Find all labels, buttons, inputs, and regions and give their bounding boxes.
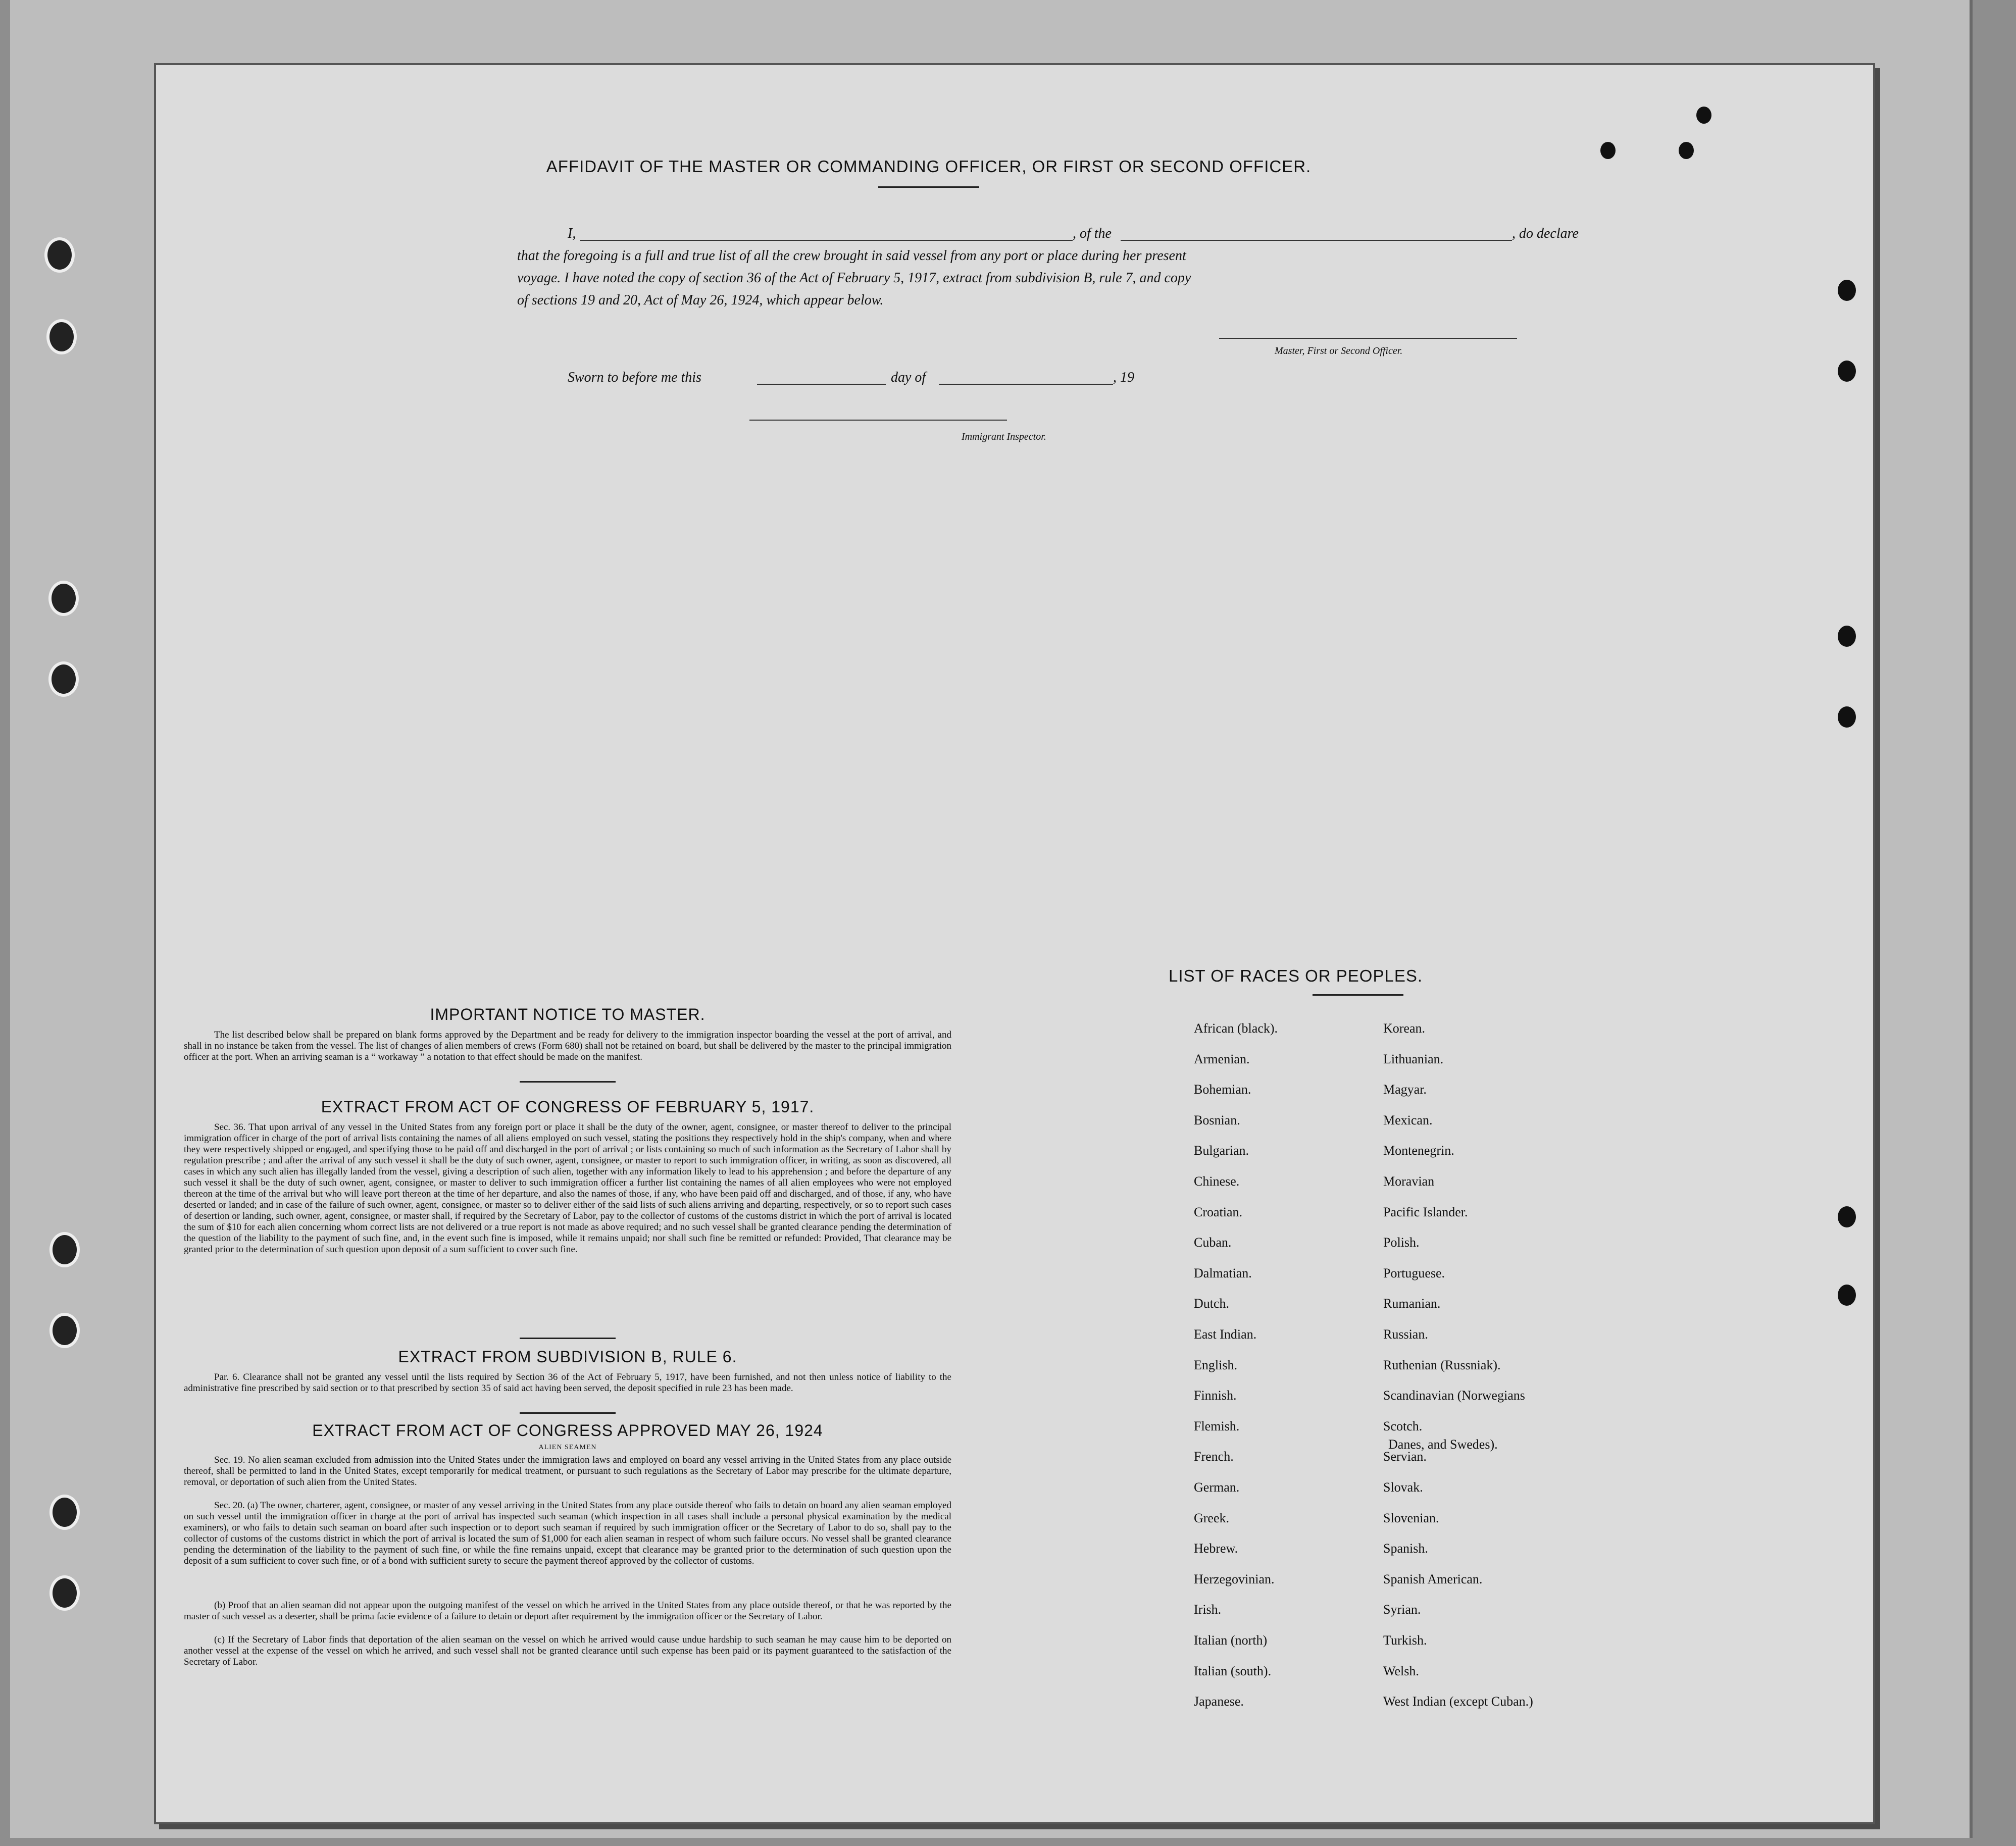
affidavit-line-2: that the foregoing is a full and true list of all the crew brought in said vessel from any port or place during her present [517, 248, 1186, 264]
year-label: , 19 [1113, 370, 1134, 385]
notice-title: IMPORTANT NOTICE TO MASTER. [430, 1005, 705, 1023]
race-item: Hebrew. [1194, 1541, 1238, 1556]
race-item: West Indian (except Cuban.) [1383, 1694, 1533, 1709]
extract-1924-title: EXTRACT FROM ACT OF CONGRESS APPROVED MAY 26, 1924 [312, 1421, 823, 1440]
race-item: Mexican. [1383, 1113, 1433, 1127]
race-item: Bosnian. [1194, 1113, 1240, 1127]
binder-hole [49, 1313, 80, 1348]
divider [520, 1338, 616, 1339]
binder-hole [49, 1495, 80, 1530]
race-item: Japanese. [1194, 1694, 1244, 1709]
race-item: Welsh. [1383, 1664, 1419, 1678]
master-caption: Master, First or Second Officer. [1275, 345, 1403, 356]
binder-hole [49, 1232, 80, 1267]
race-item: Finnish. [1194, 1388, 1237, 1403]
race-item: Polish. [1383, 1235, 1420, 1250]
race-item: Chinese. [1194, 1174, 1240, 1189]
race-item: Lithuanian. [1383, 1052, 1444, 1066]
affidavit-sheet [154, 63, 1875, 1824]
race-item: Herzegovinian. [1194, 1572, 1275, 1586]
affidavit-line-4: of sections 19 and 20, Act of May 26, 1924, which appear below. [517, 292, 884, 308]
punch-hole [1838, 361, 1856, 382]
race-item: Dalmatian. [1194, 1266, 1252, 1280]
punch-hole [1838, 1206, 1856, 1227]
vessel-line [1121, 240, 1512, 241]
race-item: Spanish. [1383, 1541, 1428, 1556]
subdivision-b-title: EXTRACT FROM SUBDIVISION B, RULE 6. [398, 1348, 737, 1366]
race-item: Italian (south). [1194, 1664, 1272, 1678]
sworn-label: Sworn to before me this [568, 370, 701, 385]
divider [878, 186, 979, 188]
race-item: Scandinavian (Norwegians [1383, 1388, 1525, 1403]
race-item: English. [1194, 1358, 1237, 1372]
day-line [757, 384, 886, 385]
inspector-line [749, 420, 1007, 421]
name-line [580, 240, 1073, 241]
races-title: LIST OF RACES OR PEOPLES. [1169, 966, 1423, 985]
race-item: Croatian. [1194, 1205, 1243, 1219]
race-item: Italian (north) [1194, 1633, 1268, 1648]
race-item: Turkish. [1383, 1633, 1427, 1648]
race-item: Armenian. [1194, 1052, 1250, 1066]
race-item: Syrian. [1383, 1602, 1421, 1617]
declare-label: , do declare [1512, 226, 1579, 241]
race-item: Bulgarian. [1194, 1143, 1249, 1158]
punch-hole [1838, 706, 1856, 728]
binder-hole [48, 661, 79, 697]
of-the-label: , of the [1073, 226, 1112, 241]
race-item: Spanish American. [1383, 1572, 1483, 1586]
punch-hole [1696, 107, 1711, 124]
race-item: Cuban. [1194, 1235, 1232, 1250]
day-of-label: day of [891, 370, 926, 385]
subdivision-b-body: Par. 6. Clearance shall not be granted any vessel until the lists required by Section 36 of the Act of February 5, 1917, have been furnished, and not then unless notice of liability to the administrative fine prescribed by said section or to that prescribed by section 35 of said act having been served, the deposit specified in rule 23 has been made. [184, 1372, 951, 1394]
race-item: Slovak. [1383, 1480, 1423, 1495]
signature-line [1219, 338, 1517, 339]
binder-hole [46, 319, 77, 354]
race-item: African (black). [1194, 1021, 1278, 1036]
punch-hole [1838, 626, 1856, 647]
race-item: Pacific Islander. [1383, 1205, 1468, 1219]
month-line [939, 384, 1113, 385]
divider [1313, 994, 1403, 996]
divider [520, 1412, 616, 1414]
race-item: Slovenian. [1383, 1511, 1439, 1525]
punch-hole [1679, 142, 1694, 159]
inspector-caption: Immigrant Inspector. [962, 431, 1046, 442]
race-item: Moravian [1383, 1174, 1435, 1189]
race-item: German. [1194, 1480, 1240, 1495]
race-item: Montenegrin. [1383, 1143, 1454, 1158]
race-item: Flemish. [1194, 1419, 1240, 1433]
race-item: Ruthenian (Russniak). [1383, 1358, 1501, 1372]
affidavit-line-3: voyage. I have noted the copy of section 36 of the Act of February 5, 1917, extract from subdivision B, rule 7, and copy [517, 270, 1191, 286]
sec-20b-body: (b) Proof that an alien seaman did not appear upon the outgoing manifest of the vessel on which he arrived in the United States from any place outside thereof, or that he was reported by the master of such vessel as a deserter, shall be prima facie evidence of a failure to detain or deport after requirement by the immigration officer or the Secretary of Labor. [184, 1600, 951, 1622]
race-item: Servian. [1383, 1449, 1427, 1464]
race-item: Magyar. [1383, 1082, 1427, 1097]
race-item: Russian. [1383, 1327, 1428, 1342]
race-item: Bohemian. [1194, 1082, 1251, 1097]
divider [520, 1081, 616, 1083]
notice-body: The list described below shall be prepared on blank forms approved by the Department and be ready for delivery to the immigration inspector boarding the vessel at the port of arrival, and shall in no instance be taken from the vessel. The list of changes of alien members of crews (Form 680) shall not be retained on board, but shall be delivered by the master to the principal immigration officer at the port. When an arriving seaman is a “ workaway ” a notation to that effect should be made on the manifest. [184, 1030, 951, 1062]
race-item: Irish. [1194, 1602, 1222, 1617]
race-item: Scotch. [1383, 1419, 1423, 1433]
binder-hole [49, 1575, 80, 1611]
sec-20a-body: Sec. 20. (a) The owner, charterer, agent, consignee, or master of any vessel arriving in the United States from any place outside thereof who fails to detain on board any alien seaman employed on such vessel until the immigration officer in charge at the port of arrival has inspected such seaman (which inspection in all cases shall include a personal physical examination by the medical examiners), or who fails to detain such seaman on board after such inspection or to deport such seaman if required by such immigration officer or the Secretary of Labor to do so, shall pay to the collector of customs of the customs district in which the port of arrival is located the sum of $1,000 for each alien seaman in respect of whom such failure occurs. No vessel shall be granted clearance pending the determination of the liability to the payment of such fine, or while the fine remains unpaid, except that clearance may be granted prior to the determination of such question upon the deposit of a sum sufficient to cover such fine, or of a bond with sufficient surety to secure the payment thereof approved by the collector of customs. [184, 1500, 951, 1566]
punch-hole [1600, 142, 1616, 159]
punch-hole [1838, 1285, 1856, 1306]
extract-1917-body: Sec. 36. That upon arrival of any vessel in the United States from any foreign port or place it shall be the duty of the owner, agent, consignee, or master thereof to deliver to the principal immigration officer in charge of the port of arrival lists containing the names of all aliens employed on such vessel, stating the positions they respectively hold in the ship's company, when and where they were respectively shipped or engaged, and specifying those to be paid off and discharged in the port of arrival ; or lists containing so much of such information as the Secretary of Labor shall by regulation prescribe ; and after the arrival of any such vessel it shall be the duty of such owner, agent, consignee, or master to report to such immigration officer, in writing, as soon as discovered, all cases in which any such alien has illegally landed from the vessel, giving a description of such alien, together with any information likely to lead to his apprehension ; and before the departure of any such vessel it shall be the duty of such owner, agent, consignee, or master to deliver to such immigration officer a further list containing the names of all alien employees who were not employed thereon at the time of the arrival but who will leave port thereon at the time of her departure, and also the names of those, if any, who have been paid off and discharged, and of those, if any, who have deserted or landed; and in case of the failure of such owner, agent, consignee, or master so to deliver either of the said lists of such aliens arriving and departing, respectively, or so to report such cases of desertion or landing, such owner, agent, consignee, or master shall, if required by the Secretary of Labor, pay to the collector of customs of the customs district in which the port of arrival is located the sum of $10 for each alien concerning whom correct lists are not delivered or a true report is not made as above required; and no such vessel shall be granted clearance pending the determination of the question of the liability to the payment of such fine, and, in the event such fine is imposed, while it remains unpaid; nor shall such fine be remitted or refunded: Provided, That clearance may be granted prior to the determination of such question upon deposit of a sum sufficient to cover such fine. [184, 1122, 951, 1255]
affidavit-title: AFFIDAVIT OF THE MASTER OR COMMANDING OFFICER, OR FIRST OR SECOND OFFICER. [546, 157, 1312, 176]
extract-1917-title: EXTRACT FROM ACT OF CONGRESS OF FEBRUARY 5, 1917. [321, 1098, 815, 1116]
sec-19-body: Sec. 19. No alien seaman excluded from admission into the United States under the immigration laws and employed on board any vessel arriving in the United States from any place outside thereof, shall be permitted to land in the United States, except temporarily for medical treatment, or pursuant to such regulations as the Secretary of Labor may prescribe for the ultimate departure, removal, or deportation of such alien from the United States. [184, 1455, 951, 1488]
race-item: French. [1194, 1449, 1234, 1464]
race-item: Greek. [1194, 1511, 1230, 1525]
binder-hole [44, 237, 75, 273]
race-item: Dutch. [1194, 1296, 1230, 1311]
race-item: Korean. [1383, 1021, 1426, 1036]
extract-1924-subtitle: ALIEN SEAMEN [538, 1444, 597, 1451]
race-item: Danes, and Swedes). [1388, 1437, 1498, 1452]
i-label: I, [568, 226, 576, 241]
binder-hole [48, 581, 79, 616]
race-item: Rumanian. [1383, 1296, 1441, 1311]
punch-hole [1838, 280, 1856, 301]
race-item: East Indian. [1194, 1327, 1257, 1342]
sec-20c-body: (c) If the Secretary of Labor finds that deportation of the alien seaman on the vessel on which he arrived would cause undue hardship to such seaman he may cause him to be deported on another vessel at the expense of the vessel on which he arrived, and such vessel shall not be granted clearance until such expense has been paid or its payment guaranteed to the satisfaction of the Secretary of Labor. [184, 1634, 951, 1667]
race-item: Portuguese. [1383, 1266, 1445, 1280]
